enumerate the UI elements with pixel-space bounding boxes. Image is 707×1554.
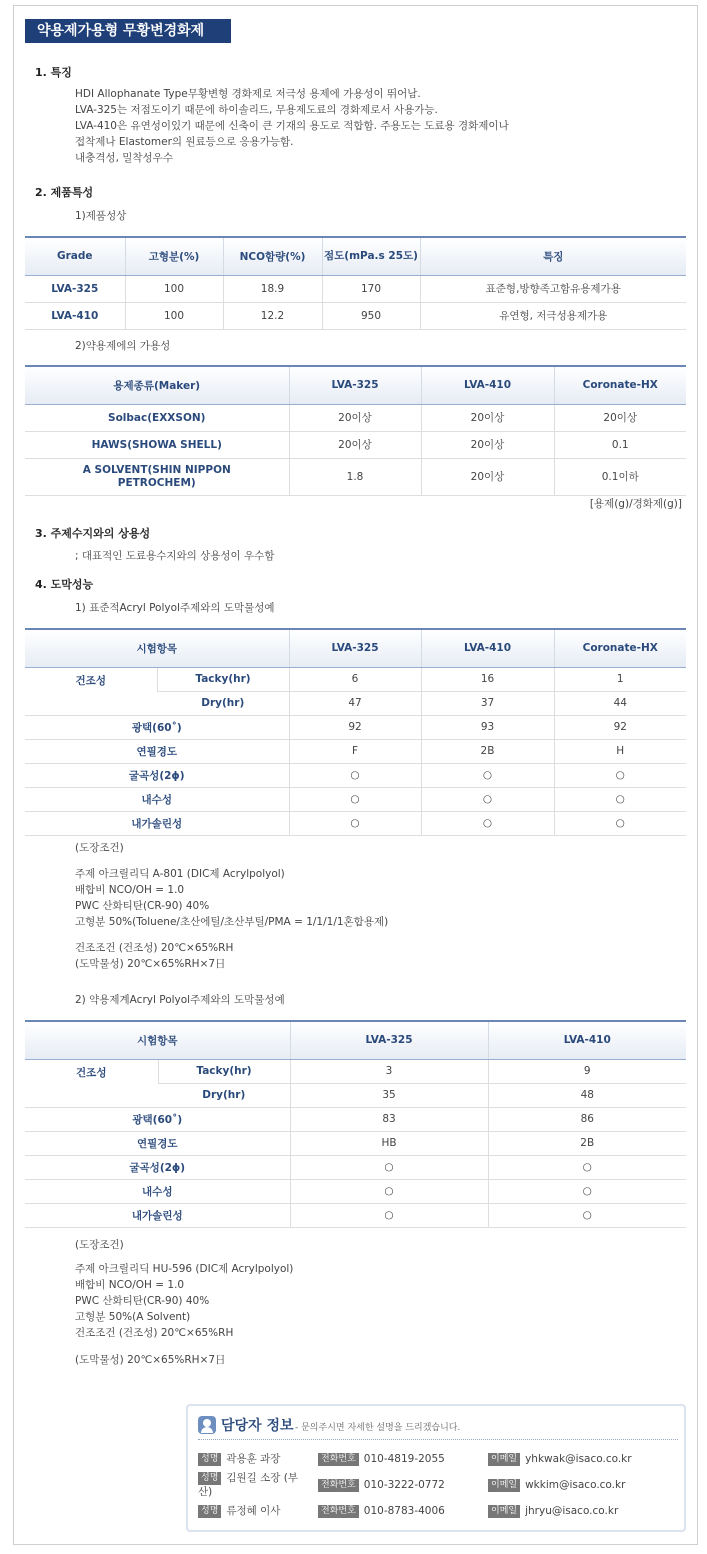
table-row — [25, 1179, 686, 1203]
table-header: LVA-410 — [488, 1021, 686, 1059]
section-4-heading: 4. 도막성능 — [35, 578, 94, 591]
contact-name — [198, 1471, 303, 1499]
table-cell: 92 — [554, 715, 686, 739]
condition-line: (도막물성) 20℃×65%RH×7日 — [75, 1354, 226, 1366]
table-row — [25, 1131, 686, 1155]
table-row — [25, 715, 686, 739]
contact-name — [198, 1504, 280, 1518]
table-cell: 20이상 — [289, 431, 421, 458]
table-row — [25, 787, 686, 811]
table-cell: LVA-410 — [25, 302, 125, 329]
table-cell: ○ — [488, 1203, 686, 1227]
table-cell: HAWS(SHOWA SHELL) — [25, 431, 289, 458]
table-row — [25, 1203, 686, 1227]
table-cell: 연필경도 — [25, 1131, 290, 1155]
s1-line: HDI Allophanate Type무황변형 경화제로 저극성 용제에 가용성이 뛰어남. — [75, 88, 421, 100]
table-cell: 20이상 — [421, 404, 554, 431]
contact-header — [198, 1414, 678, 1440]
phone-value: 010-8783-4006 — [363, 1505, 445, 1517]
table-cell: Tacky(hr) — [158, 1059, 290, 1083]
page-title: 약용제가용형 무황변경화제 — [25, 19, 231, 43]
table-row — [25, 302, 686, 329]
table-cell: 내수성 — [25, 1179, 290, 1203]
phone-value: 010-3222-0772 — [363, 1479, 445, 1491]
name-value: 류정혜 이사 — [226, 1505, 281, 1517]
table-row — [25, 275, 686, 302]
sub-heading: 1) 표준적Acryl Polyol주제와의 도막물성예 — [75, 602, 275, 614]
condition-line: 고형분 50%(A Solvent) — [75, 1311, 191, 1323]
condition-line: PWC 산화티탄(CR-90) 40% — [75, 900, 210, 912]
table-cell: 유연형, 저극성용제가용 — [420, 302, 686, 329]
s1-line: 내충격성, 밀착성우수 — [75, 152, 173, 164]
phone-tag: 전화번호 — [318, 1479, 359, 1492]
table-header: LVA-325 — [289, 629, 421, 667]
table-cell: 48 — [488, 1083, 686, 1107]
contact-email[interactable] — [488, 1452, 632, 1466]
table-row — [25, 667, 686, 691]
email-link[interactable]: yhkwak@isaco.co.kr — [525, 1453, 632, 1465]
table-cell: 건조성 — [25, 667, 157, 715]
table-cell: Solbac(EXXSON) — [25, 404, 289, 431]
table-cell: H — [554, 739, 686, 763]
table-cell: 2B — [488, 1131, 686, 1155]
table-cell: ○ — [488, 1155, 686, 1179]
condition-line: (도막물성) 20℃×65%RH×7日 — [75, 958, 226, 970]
contact-box — [186, 1404, 686, 1532]
table-cell: 0.1이하 — [554, 458, 686, 495]
table-row — [25, 1107, 686, 1131]
condition-line: 건조조건 (건조성) 20℃×65%RH — [75, 942, 234, 954]
condition-line: PWC 산화티탄(CR-90) 40% — [75, 1295, 210, 1307]
solubility-table — [25, 365, 686, 496]
table-cell: 내수성 — [25, 787, 289, 811]
table-header: 특징 — [420, 237, 686, 275]
table-header: Grade — [25, 237, 125, 275]
contact-title: 담당자 정보 — [221, 1418, 294, 1434]
table-row — [25, 458, 686, 495]
person-icon — [198, 1416, 216, 1434]
table-cell: 37 — [421, 691, 554, 715]
table-row — [25, 763, 686, 787]
table-row — [25, 739, 686, 763]
table-cell: 170 — [322, 275, 420, 302]
table-cell: 광택(60˚) — [25, 715, 289, 739]
table-cell: ○ — [289, 811, 421, 835]
table-cell: 광택(60˚) — [25, 1107, 290, 1131]
table-row — [25, 1155, 686, 1179]
table-cell: Dry(hr) — [157, 691, 289, 715]
film-properties-table-2 — [25, 1020, 686, 1228]
s1-line: LVA-410은 유연성이있기 때문에 신축이 큰 기재의 용도로 적합함. 주용도는 도료용 경화제이나 — [75, 120, 509, 132]
email-link[interactable]: jhryu@isaco.co.kr — [525, 1505, 619, 1517]
condition-line: 배합비 NCO/OH = 1.0 — [75, 884, 185, 896]
email-tag: 이메일 — [488, 1505, 520, 1518]
phone-value: 010-4819-2055 — [363, 1453, 445, 1465]
table-cell: ○ — [488, 1179, 686, 1203]
s1-line: LVA-325는 저점도이기 때문에 하이솔리드, 무용제도료의 경화제로서 사용가능. — [75, 104, 438, 116]
table-cell: 20이상 — [289, 404, 421, 431]
section-3-heading: 3. 주제수지와의 상용성 — [35, 527, 151, 540]
contact-subtitle: - 문의주시면 자세한 설명을 드리겠습니다. — [295, 1423, 461, 1433]
table-cell: 47 — [289, 691, 421, 715]
name-tag: 성명 — [198, 1505, 221, 1518]
table-cell: ○ — [289, 763, 421, 787]
s3-line: ; 대표적인 도료용수지와의 상용성이 우수함 — [75, 550, 275, 562]
table-header: 용제종류(Maker) — [25, 366, 289, 404]
table-row — [25, 1059, 686, 1083]
sub-heading: 2)약용제에의 가용성 — [75, 340, 171, 352]
table-cell: LVA-325 — [25, 275, 125, 302]
table-cell: ○ — [290, 1179, 488, 1203]
table-cell: 20이상 — [554, 404, 686, 431]
table-cell: 92 — [289, 715, 421, 739]
contact-email[interactable] — [488, 1504, 618, 1518]
table-cell: ○ — [421, 763, 554, 787]
table-cell: 100 — [125, 302, 223, 329]
table-cell: ○ — [554, 763, 686, 787]
table-header: LVA-410 — [421, 366, 554, 404]
table-cell: ○ — [290, 1155, 488, 1179]
table-cell: 6 — [289, 667, 421, 691]
name-value: 곽용훈 과장 — [226, 1453, 281, 1465]
table-cell: 0.1 — [554, 431, 686, 458]
table-header: LVA-325 — [290, 1021, 488, 1059]
sub-heading: 2) 약용제계Acryl Polyol주제와의 도막물성예 — [75, 994, 285, 1006]
table-cell: ○ — [290, 1203, 488, 1227]
table-cell: 950 — [322, 302, 420, 329]
contact-phone — [318, 1452, 445, 1466]
table-cell: ○ — [554, 811, 686, 835]
product-properties-table — [25, 236, 686, 330]
table-cell: 18.9 — [223, 275, 322, 302]
table-cell: 9 — [488, 1059, 686, 1083]
table-cell: 연필경도 — [25, 739, 289, 763]
table-cell: ○ — [289, 787, 421, 811]
email-tag: 이메일 — [488, 1453, 520, 1466]
table-header: LVA-325 — [289, 366, 421, 404]
table-cell: A SOLVENT(SHIN NIPPON PETROCHEM) — [25, 458, 289, 495]
table-cell: 20이상 — [421, 431, 554, 458]
table-cell: 굴곡성(2ϕ) — [25, 1155, 290, 1179]
table-cell: 1.8 — [289, 458, 421, 495]
table-cell: 건조성 — [25, 1059, 158, 1107]
table-cell: 2B — [421, 739, 554, 763]
table-header: Coronate-HX — [554, 629, 686, 667]
table-row — [25, 404, 686, 431]
contact-phone — [318, 1478, 445, 1492]
table-row — [25, 431, 686, 458]
table-cell: 93 — [421, 715, 554, 739]
name-tag: 성명 — [198, 1472, 221, 1485]
condition-line: 주제 아크릴리딕 A-801 (DIC제 Acrylpolyol) — [75, 868, 285, 880]
condition-line: 건조조건 (건조성) 20℃×65%RH — [75, 1327, 234, 1339]
table-header: NCO함량(%) — [223, 237, 322, 275]
phone-tag: 전화번호 — [318, 1505, 359, 1518]
table-cell: 표준형,방향족고함유용제가용 — [420, 275, 686, 302]
table-header: LVA-410 — [421, 629, 554, 667]
film-properties-table-1 — [25, 628, 686, 836]
table-cell: 굴곡성(2ϕ) — [25, 763, 289, 787]
condition-label: (도장조건) — [75, 1239, 124, 1251]
table-cell: 내가솔린성 — [25, 1203, 290, 1227]
table-cell: F — [289, 739, 421, 763]
email-link[interactable]: wkkim@isaco.co.kr — [525, 1479, 626, 1491]
table-cell: 16 — [421, 667, 554, 691]
table-cell: 20이상 — [421, 458, 554, 495]
table-header: Coronate-HX — [554, 366, 686, 404]
name-tag: 성명 — [198, 1453, 221, 1466]
table-cell: 83 — [290, 1107, 488, 1131]
email-tag: 이메일 — [488, 1479, 520, 1492]
condition-line: 배합비 NCO/OH = 1.0 — [75, 1279, 185, 1291]
contact-name — [198, 1452, 280, 1466]
table-header: 시험항목 — [25, 1021, 290, 1059]
section-1-heading: 1. 특징 — [35, 66, 72, 79]
table-header: 점도(mPa.s 25도) — [322, 237, 420, 275]
table-cell: Dry(hr) — [158, 1083, 290, 1107]
table-cell: ○ — [421, 787, 554, 811]
table-cell: Tacky(hr) — [157, 667, 289, 691]
table-cell: 12.2 — [223, 302, 322, 329]
condition-line: 주제 아크릴리딕 HU-596 (DIC제 Acrylpolyol) — [75, 1263, 294, 1275]
table-cell: 44 — [554, 691, 686, 715]
contact-email[interactable] — [488, 1478, 625, 1492]
table-cell: ○ — [554, 787, 686, 811]
sub-heading: 1)제품성상 — [75, 210, 127, 222]
phone-tag: 전화번호 — [318, 1453, 359, 1466]
section-2-heading: 2. 제품특성 — [35, 186, 94, 199]
table-header: 고형분(%) — [125, 237, 223, 275]
name-value: 김원길 소장 (부산) — [198, 1472, 299, 1498]
table-cell: HB — [290, 1131, 488, 1155]
table-cell: 35 — [290, 1083, 488, 1107]
table-header: 시험항목 — [25, 629, 289, 667]
condition-label: (도장조건) — [75, 842, 124, 854]
table-cell: 3 — [290, 1059, 488, 1083]
table-cell: 1 — [554, 667, 686, 691]
table-cell: ○ — [421, 811, 554, 835]
contact-phone — [318, 1504, 445, 1518]
unit-note: [용제(g)/경화제(g)] — [589, 498, 682, 510]
condition-line: 고형분 50%(Toluene/초산에틸/초산부틸/PMA = 1/1/1/1혼합용제) — [75, 916, 389, 928]
table-row — [25, 811, 686, 835]
s1-line: 접착제나 Elastomer의 원료등으로 응용가능함. — [75, 136, 294, 148]
table-cell: 86 — [488, 1107, 686, 1131]
table-cell: 내가솔린성 — [25, 811, 289, 835]
table-cell: 100 — [125, 275, 223, 302]
